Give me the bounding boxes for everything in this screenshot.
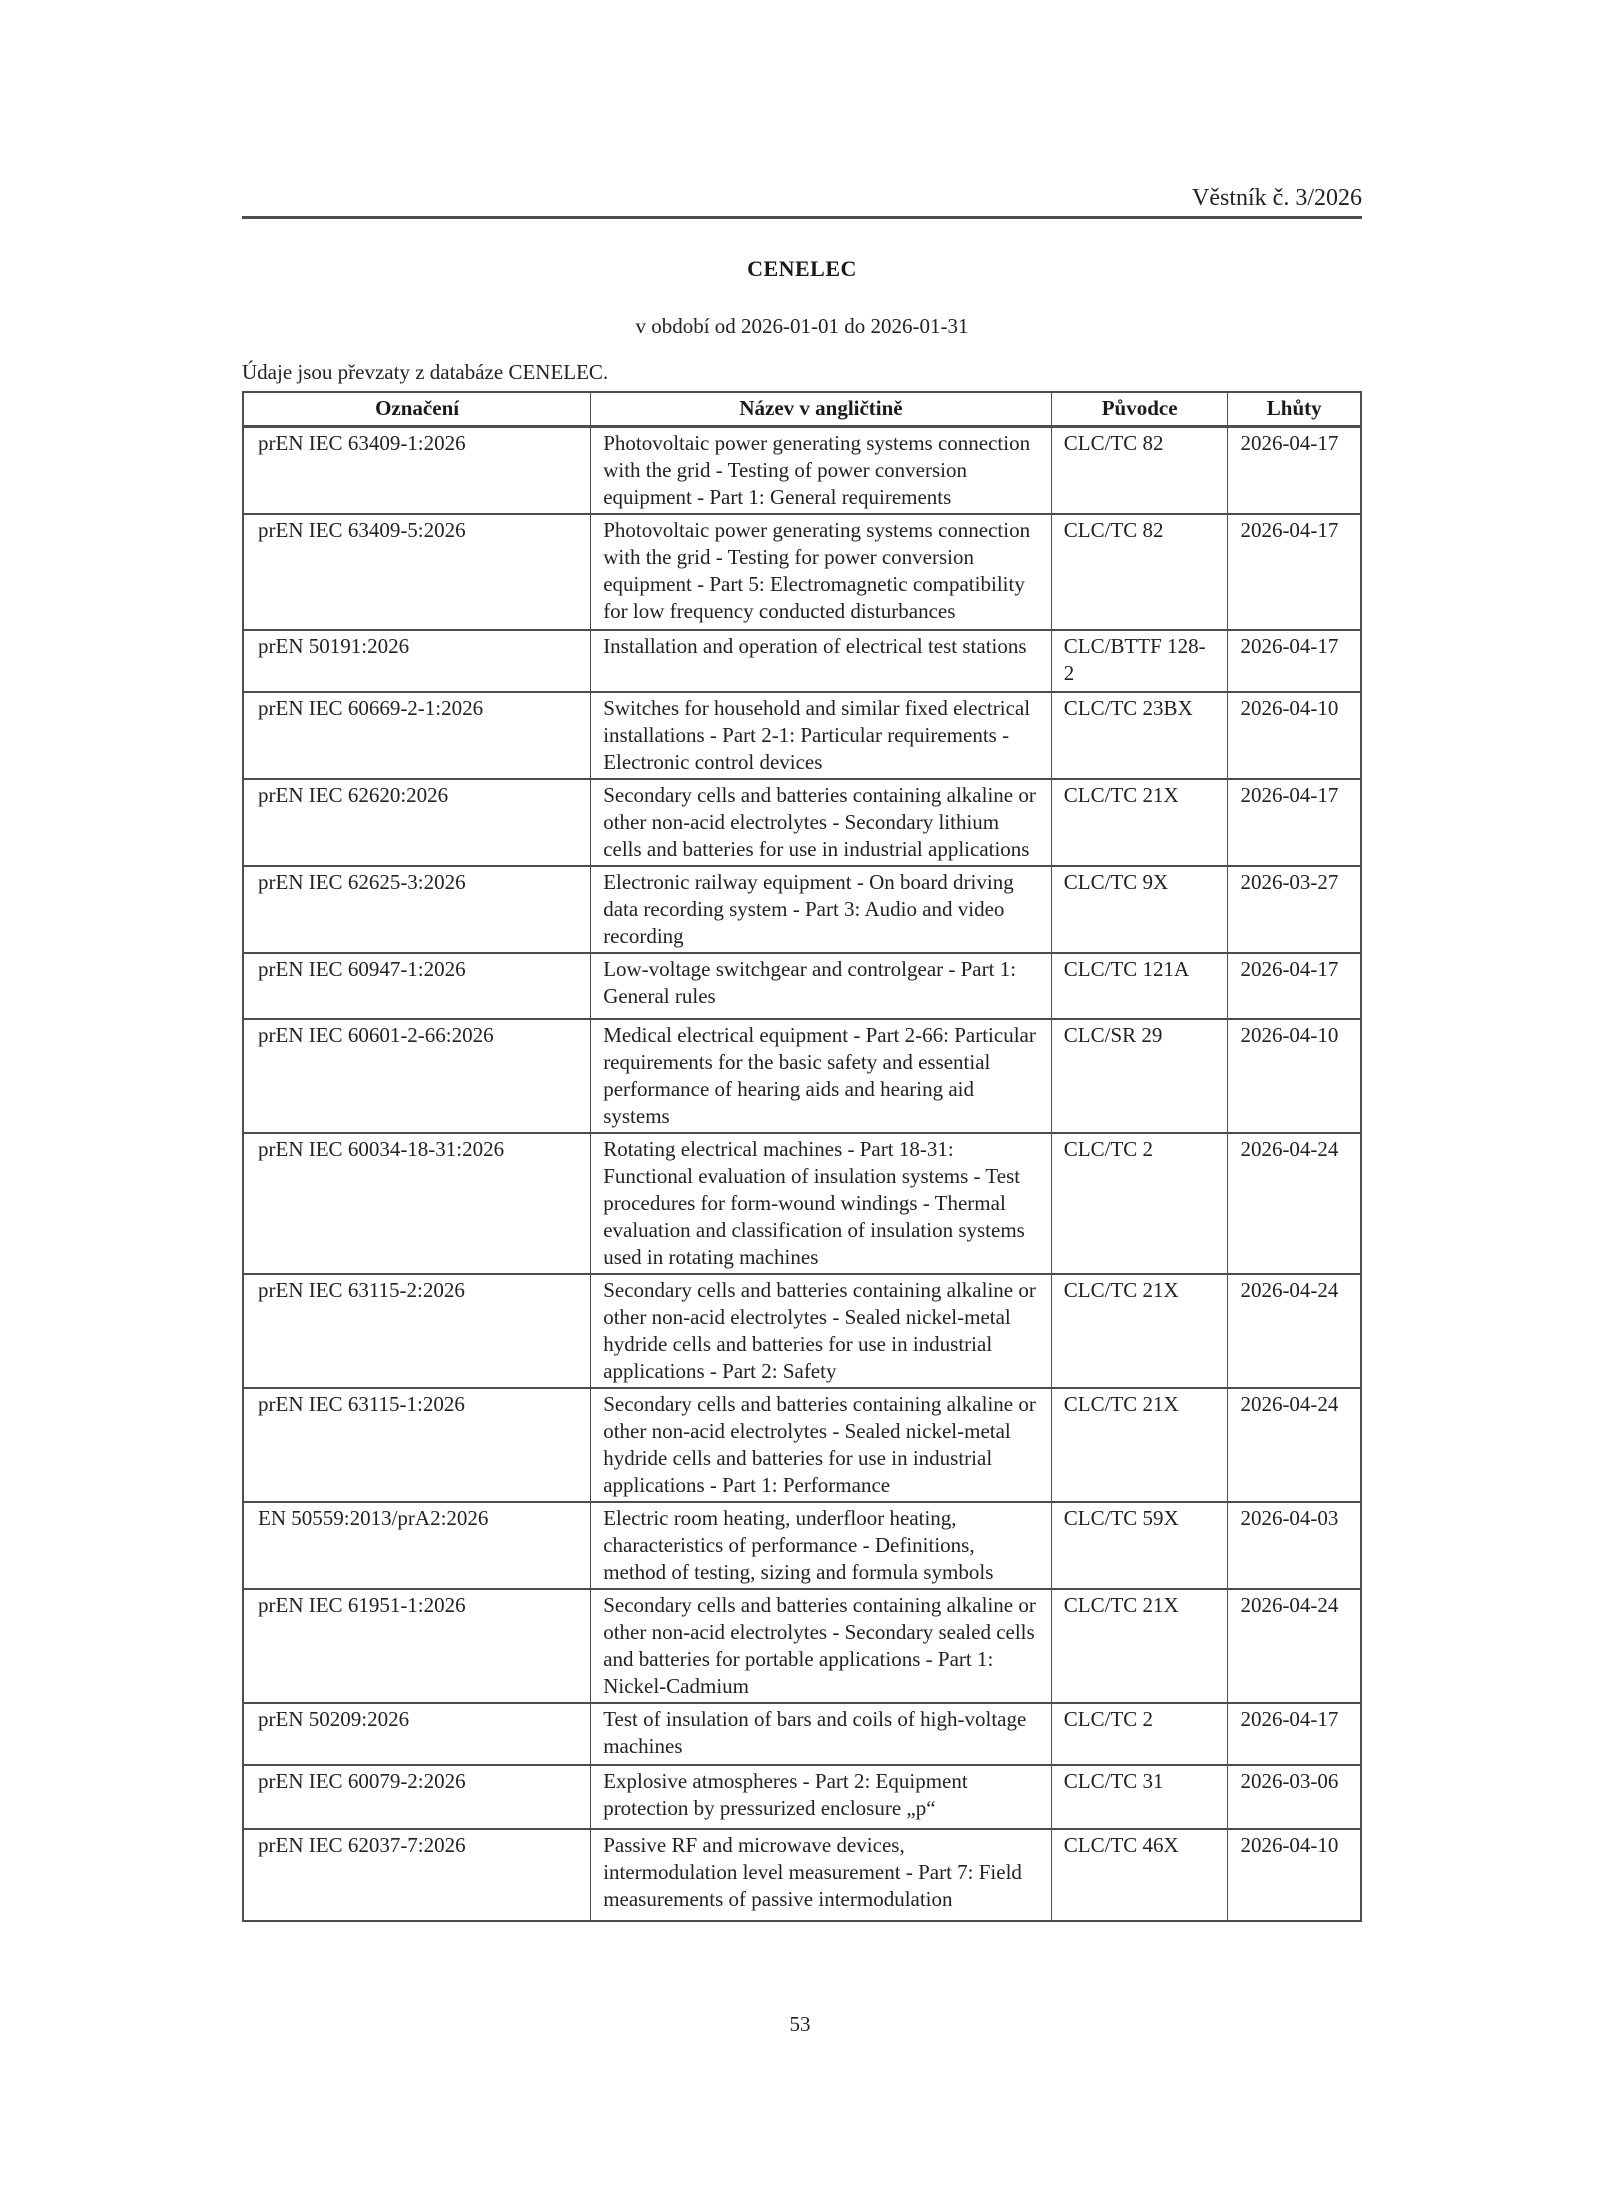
table-row — [243, 1829, 1361, 1921]
journal-issue-label: Věstník č. 3/2026 — [1192, 185, 1362, 211]
cell-originator: CLC/TC 121A — [1051, 953, 1228, 1019]
cell-designation: prEN IEC 60669-2-1:2026 — [243, 692, 591, 779]
cell-title-en: Passive RF and microwave devices, intermodulation level measurement - Part 7: Field measurements of passive intermodulation — [591, 1829, 1052, 1921]
cell-originator: CLC/TC 82 — [1051, 426, 1228, 514]
cell-originator: CLC/BTTF 128-2 — [1051, 630, 1228, 692]
column-header-deadline: Lhůty — [1228, 392, 1361, 426]
table-row — [243, 953, 1361, 1019]
cell-designation: prEN IEC 62037-7:2026 — [243, 1829, 591, 1921]
standards-table-body — [243, 426, 1361, 1921]
page-title: CENELEC — [747, 256, 857, 281]
cell-deadline: 2026-04-17 — [1228, 426, 1361, 514]
cell-originator: CLC/SR 29 — [1051, 1019, 1228, 1133]
cell-title-en: Electronic railway equipment - On board driving data recording system - Part 3: Audio and video recording — [591, 866, 1052, 953]
cell-deadline: 2026-04-24 — [1228, 1133, 1361, 1274]
table-row — [243, 1589, 1361, 1703]
cell-originator: CLC/TC 82 — [1051, 514, 1228, 630]
cell-designation: prEN IEC 60947-1:2026 — [243, 953, 591, 1019]
cell-title-en: Secondary cells and batteries containing alkaline or other non-acid electrolytes - Secondary sealed cells and batteries for portable applications - Part 1: Nickel-Cadmium — [591, 1589, 1052, 1703]
table-row — [243, 1502, 1361, 1589]
cell-title-en: Secondary cells and batteries containing alkaline or other non-acid electrolytes - Secondary lithium cells and batteries for use in industrial applications — [591, 779, 1052, 866]
cell-deadline: 2026-04-10 — [1228, 1019, 1361, 1133]
cell-title-en: Rotating electrical machines - Part 18-31: Functional evaluation of insulation systems - Test procedures for form-wound windings - Thermal evaluation and classification of insulation systems used in rotating machines — [591, 1133, 1052, 1274]
cell-deadline: 2026-04-24 — [1228, 1388, 1361, 1502]
cell-designation: prEN IEC 60601-2-66:2026 — [243, 1019, 591, 1133]
cell-designation: prEN IEC 63115-2:2026 — [243, 1274, 591, 1388]
cell-title-en: Medical electrical equipment - Part 2-66: Particular requirements for the basic safety and essential performance of hearing aids and hearing aid systems — [591, 1019, 1052, 1133]
cell-title-en: Test of insulation of bars and coils of high-voltage machines — [591, 1703, 1052, 1765]
cell-originator: CLC/TC 21X — [1051, 1388, 1228, 1502]
source-note: Údaje jsou převzaty z databáze CENELEC. — [242, 360, 609, 384]
table-row — [243, 514, 1361, 630]
page-content — [242, 0, 1362, 1922]
cell-title-en: Explosive atmospheres - Part 2: Equipment protection by pressurized enclosure „p“ — [591, 1765, 1052, 1829]
column-header-designation: Označení — [243, 392, 591, 426]
cell-title-en: Installation and operation of electrical test stations — [591, 630, 1052, 692]
cell-deadline: 2026-04-24 — [1228, 1589, 1361, 1703]
cell-originator: CLC/TC 9X — [1051, 866, 1228, 953]
masthead-rule — [242, 216, 1362, 219]
cell-deadline: 2026-04-17 — [1228, 514, 1361, 630]
header-row — [243, 392, 1361, 426]
cell-deadline: 2026-04-17 — [1228, 953, 1361, 1019]
cell-title-en: Photovoltaic power generating systems connection with the grid - Testing of power conversion equipment - Part 1: General requirements — [591, 426, 1052, 514]
cell-title-en: Switches for household and similar fixed electrical installations - Part 2-1: Particular requirements - Electronic control devices — [591, 692, 1052, 779]
column-header-title-en: Název v angličtině — [591, 392, 1052, 426]
table-row — [243, 1133, 1361, 1274]
table-row — [243, 630, 1361, 692]
cell-originator: CLC/TC 21X — [1051, 1589, 1228, 1703]
cell-designation: prEN 50209:2026 — [243, 1703, 591, 1765]
cell-designation: prEN IEC 60079-2:2026 — [243, 1765, 591, 1829]
table-row — [243, 1703, 1361, 1765]
cell-originator: CLC/TC 59X — [1051, 1502, 1228, 1589]
cell-designation: EN 50559:2013/prA2:2026 — [243, 1502, 591, 1589]
cell-originator: CLC/TC 21X — [1051, 779, 1228, 866]
cell-deadline: 2026-04-17 — [1228, 630, 1361, 692]
cell-designation: prEN IEC 61951-1:2026 — [243, 1589, 591, 1703]
cell-designation: prEN IEC 63409-1:2026 — [243, 426, 591, 514]
cell-title-en: Secondary cells and batteries containing alkaline or other non-acid electrolytes - Sealed nickel-metal hydride cells and batteries for use in industrial applications - Part 2: Safety — [591, 1274, 1052, 1388]
cell-originator: CLC/TC 46X — [1051, 1829, 1228, 1921]
table-row — [243, 866, 1361, 953]
cell-designation: prEN 50191:2026 — [243, 630, 591, 692]
cell-title-en: Electric room heating, underfloor heating, characteristics of performance - Definitions, method of testing, sizing and formula symbols — [591, 1502, 1052, 1589]
cell-originator: CLC/TC 21X — [1051, 1274, 1228, 1388]
cell-title-en: Photovoltaic power generating systems connection with the grid - Testing for power conversion equipment - Part 5: Electromagnetic compatibility for low frequency conducted disturbances — [591, 514, 1052, 630]
table-row — [243, 779, 1361, 866]
cell-deadline: 2026-04-10 — [1228, 1829, 1361, 1921]
standards-table — [242, 391, 1362, 1922]
cell-deadline: 2026-04-24 — [1228, 1274, 1361, 1388]
period-subtitle: v období od 2026-01-01 do 2026-01-31 — [635, 314, 969, 338]
cell-designation: prEN IEC 63409-5:2026 — [243, 514, 591, 630]
cell-deadline: 2026-04-17 — [1228, 779, 1361, 866]
standards-table-header — [243, 392, 1361, 426]
cell-designation: prEN IEC 63115-1:2026 — [243, 1388, 591, 1502]
page-number: 53 — [789, 2012, 811, 2036]
cell-designation: prEN IEC 60034-18-31:2026 — [243, 1133, 591, 1274]
table-row — [243, 426, 1361, 514]
table-row — [243, 1274, 1361, 1388]
table-row — [243, 1019, 1361, 1133]
cell-deadline: 2026-04-17 — [1228, 1703, 1361, 1765]
cell-originator: CLC/TC 2 — [1051, 1133, 1228, 1274]
cell-deadline: 2026-03-27 — [1228, 866, 1361, 953]
cell-title-en: Secondary cells and batteries containing alkaline or other non-acid electrolytes - Sealed nickel-metal hydride cells and batteries for use in industrial applications - Part 1: Performance — [591, 1388, 1052, 1502]
cell-originator: CLC/TC 2 — [1051, 1703, 1228, 1765]
cell-deadline: 2026-04-10 — [1228, 692, 1361, 779]
cell-title-en: Low-voltage switchgear and controlgear - Part 1: General rules — [591, 953, 1052, 1019]
cell-deadline: 2026-04-03 — [1228, 1502, 1361, 1589]
cell-designation: prEN IEC 62625-3:2026 — [243, 866, 591, 953]
table-row — [243, 692, 1361, 779]
column-header-originator: Původce — [1051, 392, 1228, 426]
table-row — [243, 1388, 1361, 1502]
cell-originator: CLC/TC 31 — [1051, 1765, 1228, 1829]
cell-deadline: 2026-03-06 — [1228, 1765, 1361, 1829]
table-row — [243, 1765, 1361, 1829]
cell-originator: CLC/TC 23BX — [1051, 692, 1228, 779]
cell-designation: prEN IEC 62620:2026 — [243, 779, 591, 866]
